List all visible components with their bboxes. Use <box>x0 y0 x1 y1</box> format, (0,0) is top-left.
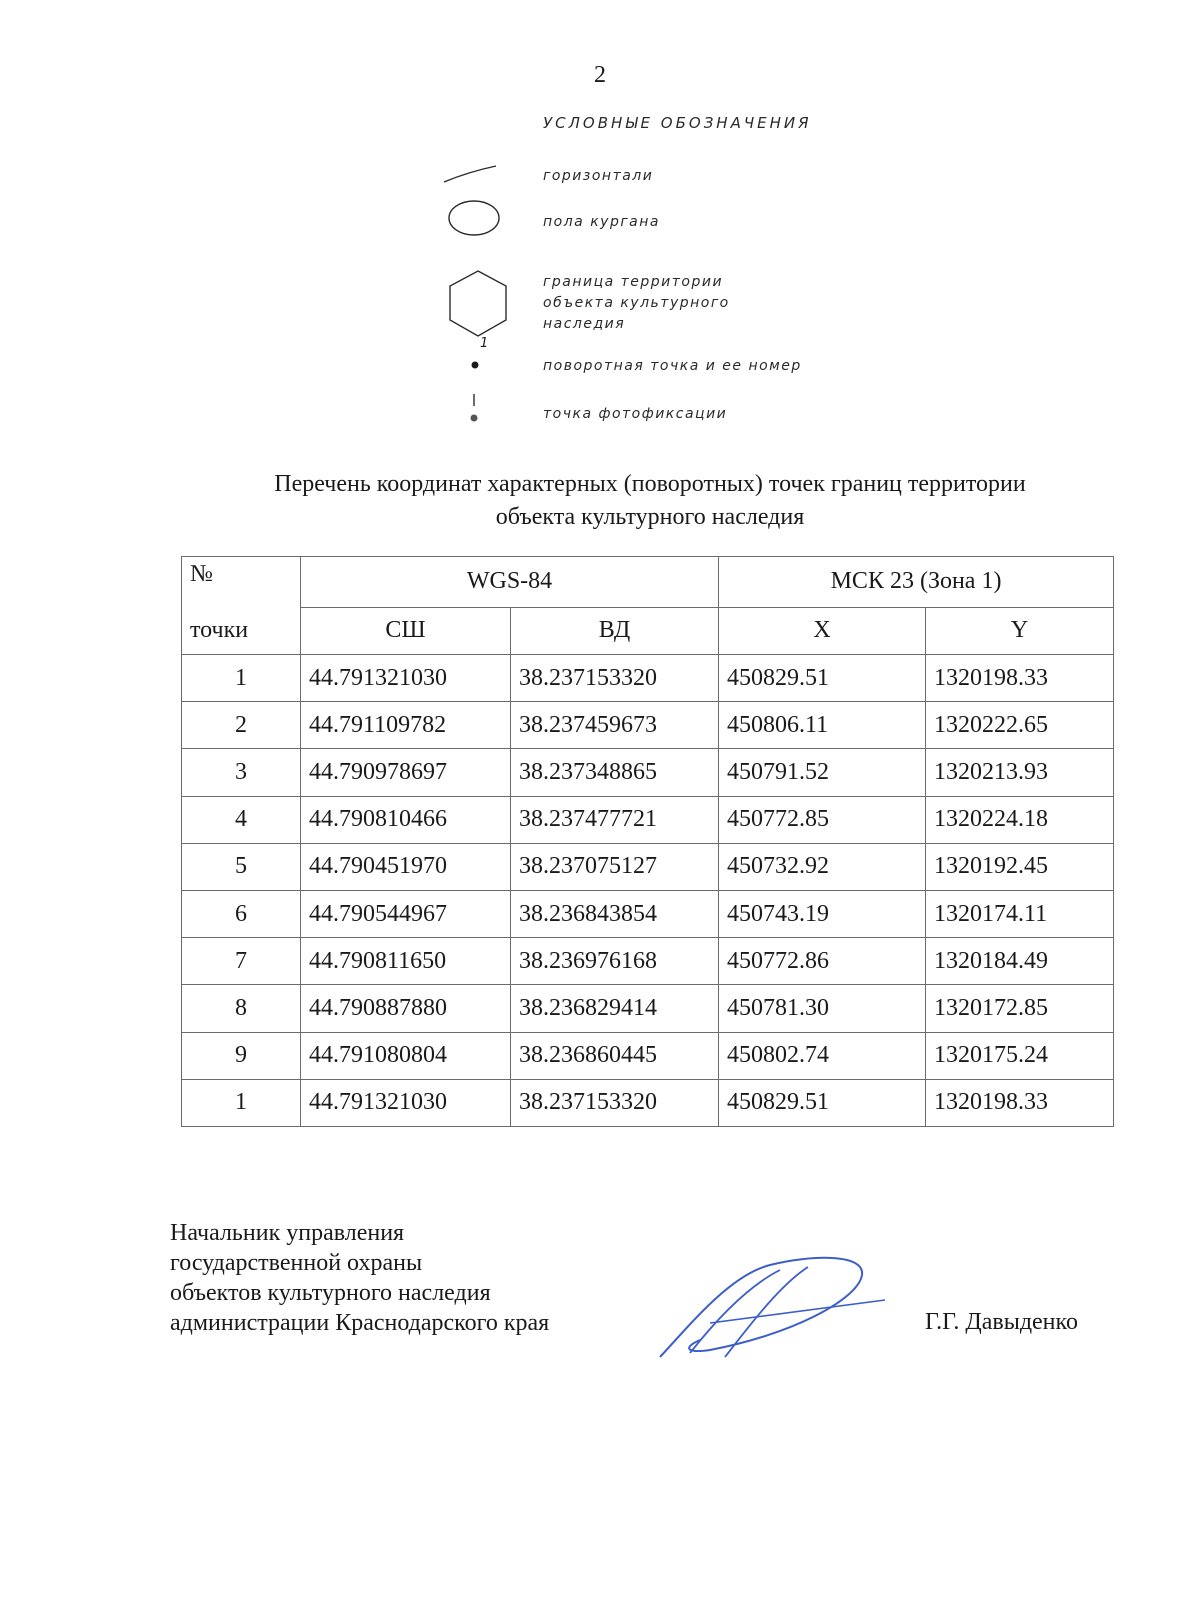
cell-latitude: 44.791321030 <box>301 1079 511 1126</box>
header-wgs84: WGS-84 <box>301 557 719 608</box>
legend-title: УСЛОВНЫЕ ОБОЗНАЧЕНИЯ <box>543 114 812 132</box>
coordinates-table <box>181 556 1114 1127</box>
cell-point-number: 9 <box>182 1032 301 1079</box>
cell-x: 450772.86 <box>719 938 926 985</box>
turning-point-number: 1 <box>480 336 489 351</box>
handwritten-signature <box>650 1245 890 1365</box>
cell-latitude: 44.790810466 <box>301 796 511 843</box>
header-msk23: МСК 23 (Зона 1) <box>719 557 1114 608</box>
cell-x: 450772.85 <box>719 796 926 843</box>
cell-latitude: 44.790887880 <box>301 985 511 1032</box>
cell-longitude: 38.237153320 <box>511 1079 719 1126</box>
cell-point-number: 8 <box>182 985 301 1032</box>
cell-longitude: 38.237459673 <box>511 702 719 749</box>
cell-longitude: 38.236976168 <box>511 938 719 985</box>
legend-label-turning-point: поворотная точка и ее номер <box>543 358 802 374</box>
cell-x: 450829.51 <box>719 654 926 701</box>
table-caption: Перечень координат характерных (поворотных) точек границ территории объекта культурного наследия <box>274 471 1026 530</box>
table-row <box>182 890 1114 937</box>
table-row <box>182 749 1114 796</box>
table-header-row <box>182 557 1114 608</box>
signer-name: Г.Г. Давыденко <box>925 1309 1078 1335</box>
header-point-label: точки <box>182 607 301 654</box>
table-row <box>182 1032 1114 1079</box>
legend-label-photo-point: точка фотофиксации <box>543 406 728 422</box>
cell-x: 450781.30 <box>719 985 926 1032</box>
cell-x: 450732.92 <box>719 843 926 890</box>
cell-y: 1320198.33 <box>926 654 1114 701</box>
cell-latitude: 44.790451970 <box>301 843 511 890</box>
cell-y: 1320192.45 <box>926 843 1114 890</box>
header-x: X <box>719 607 926 654</box>
cell-longitude: 38.237348865 <box>511 749 719 796</box>
cell-point-number: 1 <box>182 654 301 701</box>
header-y: Y <box>926 607 1114 654</box>
cell-x: 450829.51 <box>719 1079 926 1126</box>
cell-latitude: 44.791080804 <box>301 1032 511 1079</box>
photo-point-icon <box>466 392 482 426</box>
cell-latitude: 44.790811650 <box>301 938 511 985</box>
cell-longitude: 38.237153320 <box>511 654 719 701</box>
header-point-number: № <box>182 557 301 608</box>
cell-point-number: 1 <box>182 1079 301 1126</box>
cell-latitude: 44.790544967 <box>301 890 511 937</box>
table-row <box>182 702 1114 749</box>
cell-x: 450802.74 <box>719 1032 926 1079</box>
cell-x: 450806.11 <box>719 702 926 749</box>
cell-point-number: 4 <box>182 796 301 843</box>
table-row <box>182 938 1114 985</box>
cell-y: 1320175.24 <box>926 1032 1114 1079</box>
table-row <box>182 1079 1114 1126</box>
cell-longitude: 38.237477721 <box>511 796 719 843</box>
cell-longitude: 38.237075127 <box>511 843 719 890</box>
cell-y: 1320172.85 <box>926 985 1114 1032</box>
cell-x: 450743.19 <box>719 890 926 937</box>
cell-latitude: 44.791321030 <box>301 654 511 701</box>
header-longitude: ВД <box>511 607 719 654</box>
table-subheader-row <box>182 607 1114 654</box>
table-body <box>182 654 1114 1126</box>
cell-point-number: 5 <box>182 843 301 890</box>
cell-latitude: 44.791109782 <box>301 702 511 749</box>
table-row <box>182 985 1114 1032</box>
cell-point-number: 3 <box>182 749 301 796</box>
cell-point-number: 6 <box>182 890 301 937</box>
cell-y: 1320224.18 <box>926 796 1114 843</box>
legend-label-contours: горизонтали <box>543 168 654 184</box>
cell-longitude: 38.236829414 <box>511 985 719 1032</box>
cell-y: 1320198.33 <box>926 1079 1114 1126</box>
turning-point-icon <box>468 358 482 372</box>
cell-longitude: 38.236843854 <box>511 890 719 937</box>
legend-label-kurgan: пола кургана <box>543 214 660 230</box>
legend-label-boundary: граница территории объекта культурного наследия <box>543 274 730 332</box>
page-number: 2 <box>594 62 606 88</box>
cell-point-number: 2 <box>182 702 301 749</box>
cell-y: 1320213.93 <box>926 749 1114 796</box>
cell-longitude: 38.236860445 <box>511 1032 719 1079</box>
hexagon-icon <box>446 268 510 340</box>
header-latitude: СШ <box>301 607 511 654</box>
cell-x: 450791.52 <box>719 749 926 796</box>
cell-y: 1320174.11 <box>926 890 1114 937</box>
contour-line-icon <box>440 162 500 186</box>
cell-y: 1320184.49 <box>926 938 1114 985</box>
table-row <box>182 796 1114 843</box>
table-row <box>182 843 1114 890</box>
table-row <box>182 654 1114 701</box>
cell-latitude: 44.790978697 <box>301 749 511 796</box>
cell-point-number: 7 <box>182 938 301 985</box>
signatory-position: Начальник управления государственной охраны объектов культурного наследия администрации Краснодарского края <box>170 1220 550 1336</box>
ellipse-icon <box>446 198 506 238</box>
cell-y: 1320222.65 <box>926 702 1114 749</box>
